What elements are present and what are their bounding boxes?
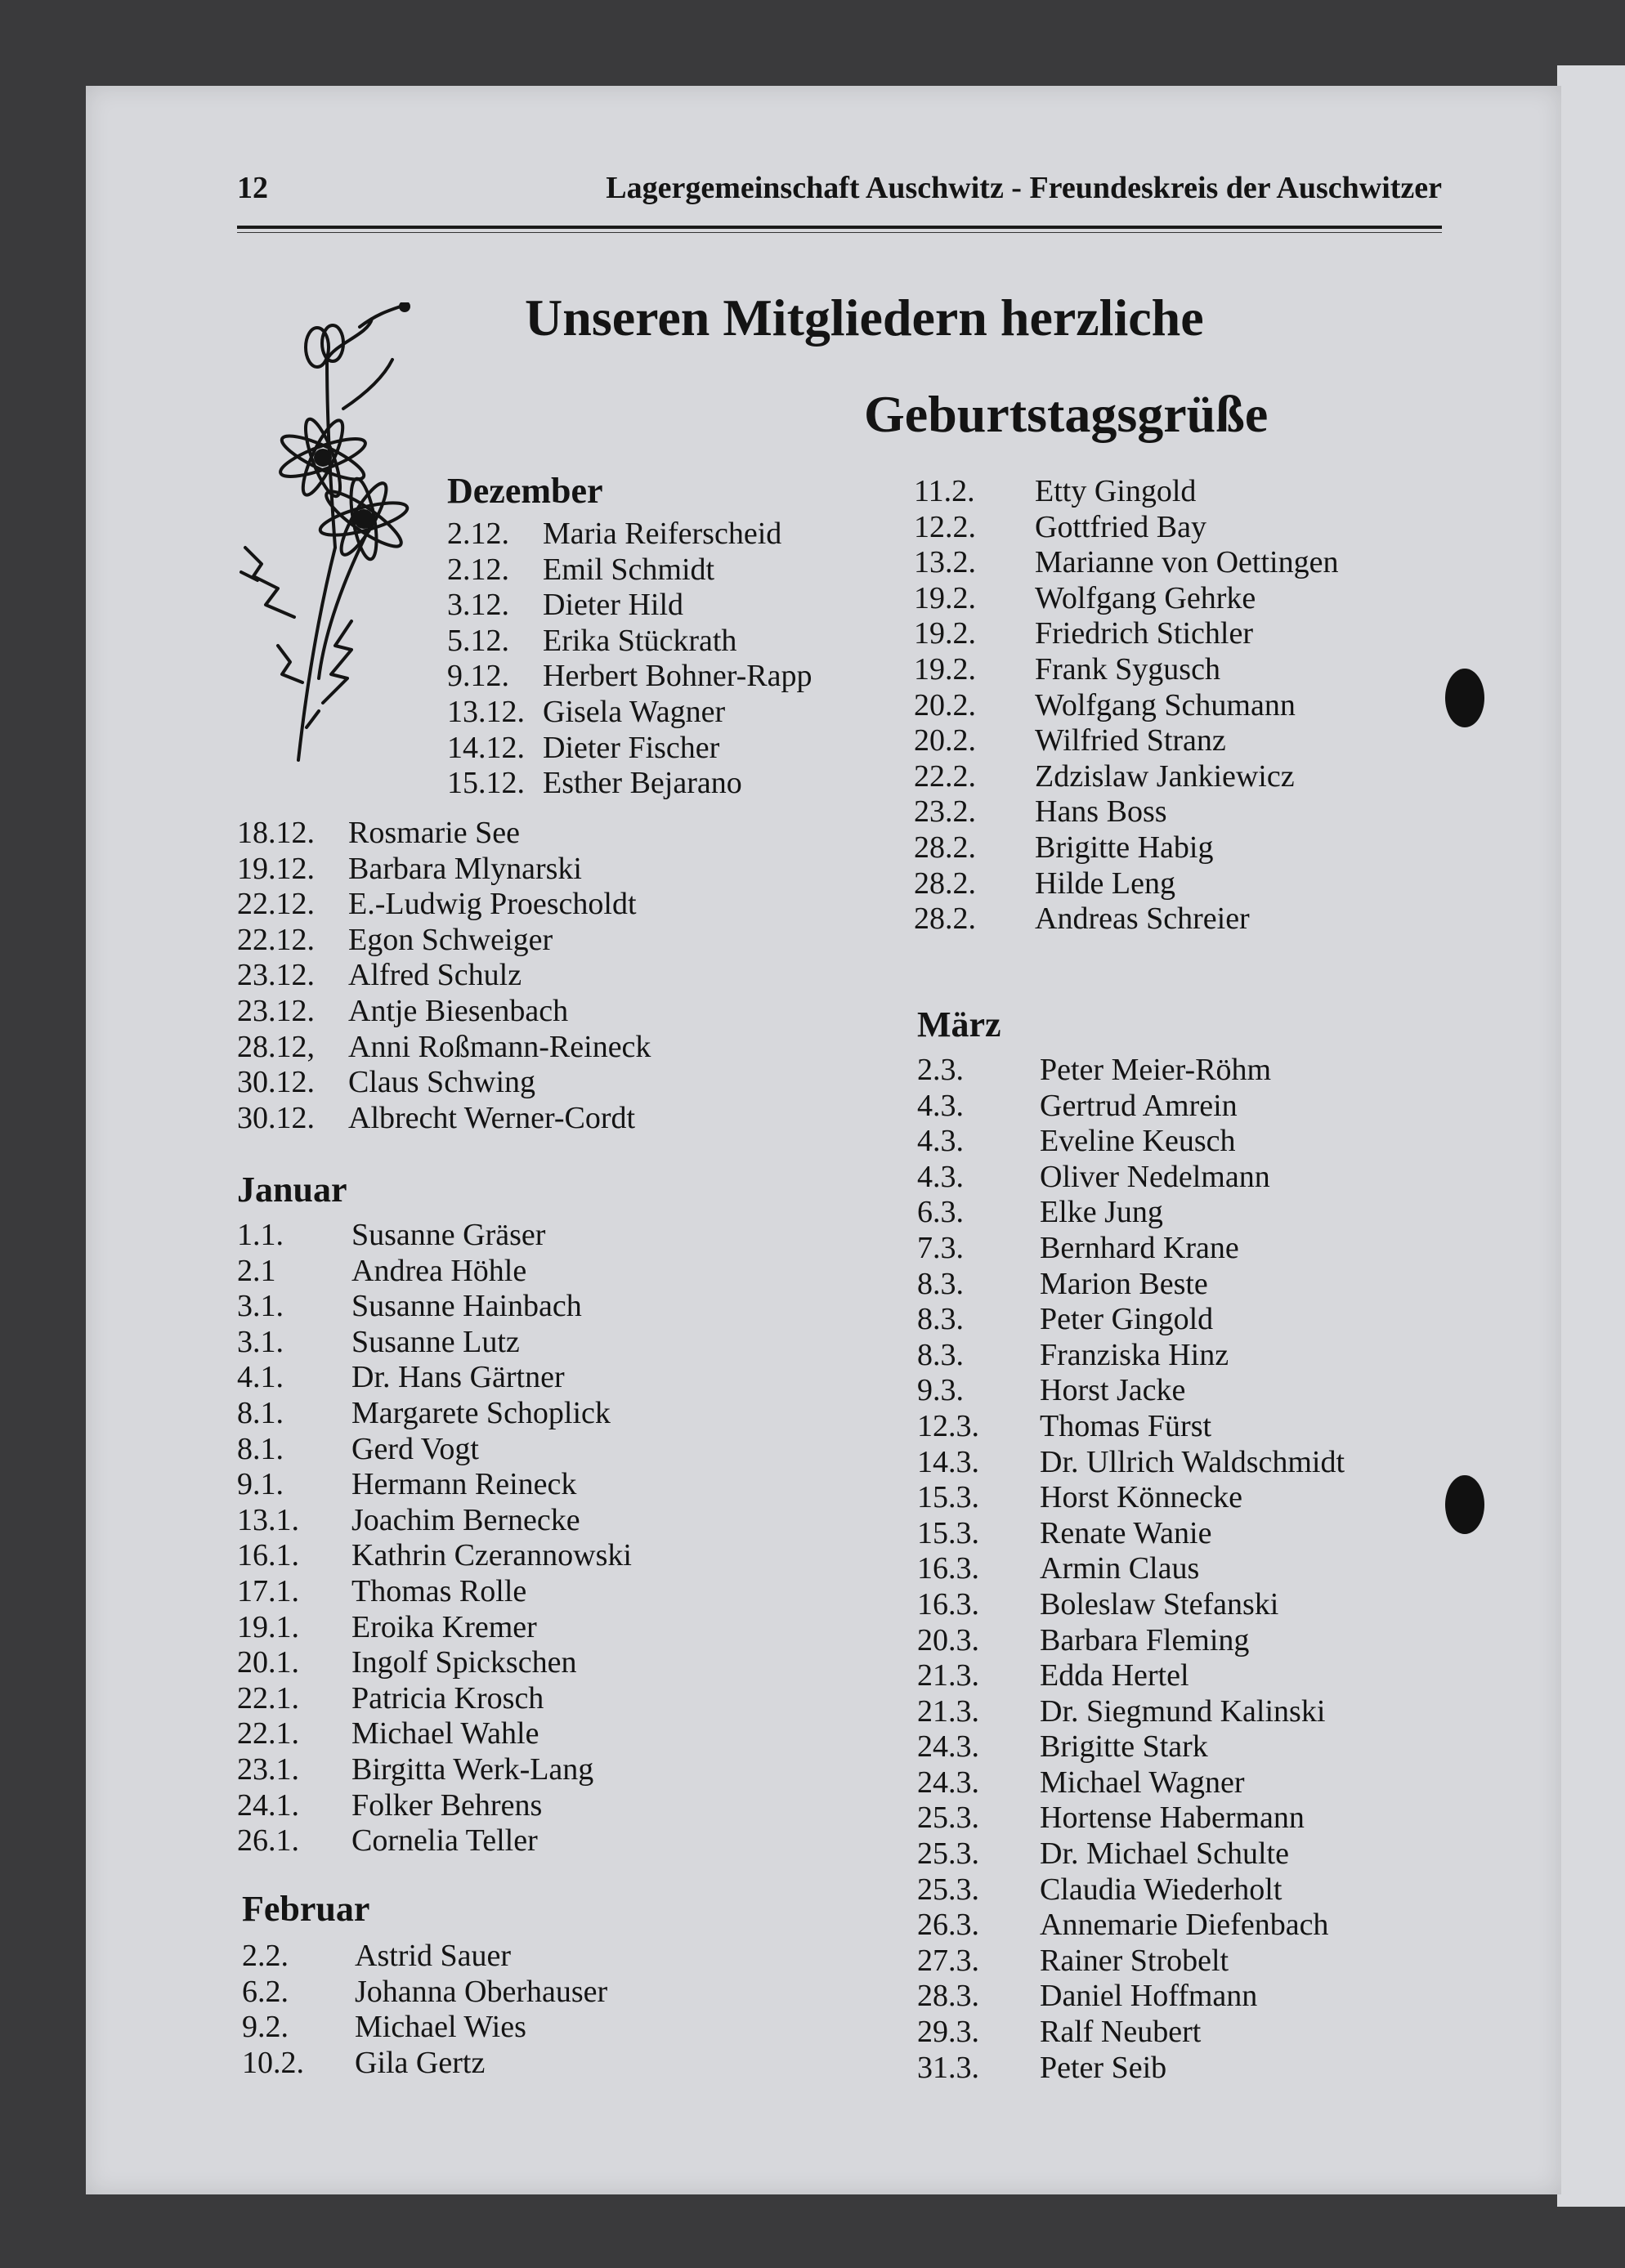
member-name: Dieter Hild [543,588,684,623]
member-name: Herbert Bohner-Rapp [543,659,812,694]
punch-hole-top [1445,669,1484,727]
page-header [237,168,1442,229]
birthday-date: 8.3. [917,1266,964,1301]
birthday-date: 4.3. [917,1159,964,1194]
member-name: Etty Gingold [1035,474,1197,508]
member-name: Boleslaw Stefanski [1040,1586,1279,1622]
member-name: Horst Könnecke [1040,1480,1242,1515]
member-name: Kathrin Czerannowski [351,1538,632,1573]
section-title-januar: Januar [237,1170,347,1210]
birthday-date: 1.1. [237,1218,284,1252]
member-name: Folker Behrens [351,1787,543,1823]
birthday-date: 13.1. [237,1502,299,1537]
birthday-date: 19.12. [237,851,315,886]
birthday-date: 25.3. [917,1872,979,1907]
birthday-date: 12.2. [914,509,976,544]
birthday-date: 3.12. [447,588,509,623]
publication-title: Lagergemeinschaft Auschwitz - Freundeskreis der Auschwitzer [606,171,1442,205]
birthday-date: 2.1 [237,1253,276,1288]
member-name: Hortense Habermann [1040,1801,1305,1836]
member-name: Rainer Strobelt [1040,1943,1229,1978]
member-name: Thomas Fürst [1040,1408,1212,1443]
member-name: Claus Schwing [348,1065,536,1100]
birthday-date: 23.12. [237,993,315,1028]
member-name: Marion Beste [1040,1266,1208,1301]
member-name: Hans Boss [1035,794,1167,830]
member-name: Armin Claus [1040,1551,1200,1586]
birthday-date: 17.1. [237,1573,299,1608]
member-name: Astrid Sauer [355,1939,512,1973]
member-name: Edda Hertel [1040,1658,1189,1693]
member-name: Joachim Bernecke [351,1502,580,1537]
birthday-date: 21.3. [917,1658,979,1693]
birthday-date: 13.12. [447,694,525,729]
member-name: Horst Jacke [1040,1373,1186,1408]
birthday-date: 30.12. [237,1100,315,1135]
flower-illustration [229,302,441,768]
birthday-date: 4.3. [917,1088,964,1123]
birthday-date: 27.3. [917,1943,979,1978]
adjacent-page-edge [1557,65,1625,2207]
birthday-date: 20.2. [914,687,976,722]
birthday-date: 24.3. [917,1765,979,1800]
member-name: Margarete Schoplick [351,1395,611,1430]
member-name: Franziska Hinz [1040,1337,1229,1372]
birthday-date: 2.12. [447,552,509,587]
member-name: Emil Schmidt [543,552,715,587]
member-name: Dr. Hans Gärtner [351,1360,565,1395]
member-name: Esther Bejarano [543,766,742,801]
birthday-date: 13.2. [914,545,976,580]
birthday-date: 9.2. [242,2010,289,2045]
birthday-date: 26.1. [237,1823,299,1859]
birthday-date: 9.3. [917,1373,964,1408]
member-name: Ralf Neubert [1040,2015,1202,2050]
birthday-date: 2.3. [917,1053,964,1087]
member-name: Annemarie Diefenbach [1040,1908,1329,1943]
headline-line-2: Geburtstagsgrüße [864,385,1269,443]
birthday-date: 20.1. [237,1645,299,1680]
birthday-date: 3.1. [237,1324,284,1359]
member-name: Gerd Vogt [351,1431,479,1466]
member-name: Michael Wies [355,2010,526,2045]
member-name: Wolfgang Gehrke [1035,580,1256,615]
member-name: Johanna Oberhauser [355,1974,608,2009]
birthday-date: 22.12. [237,922,315,957]
headline-line-1: Unseren Mitgliedern herzliche [525,289,1204,347]
birthday-date: 15.3. [917,1480,979,1515]
member-name: Dr. Ullrich Waldschmidt [1040,1444,1345,1479]
birthday-date: 29.3. [917,2015,979,2050]
member-name: Antje Biesenbach [348,993,569,1028]
member-name: Dr. Siegmund Kalinski [1040,1693,1326,1729]
member-name: Susanne Lutz [351,1324,520,1359]
member-name: Bernhard Krane [1040,1230,1239,1265]
birthday-date: 22.1. [237,1680,299,1716]
member-name: Gila Gertz [355,2045,486,2080]
birthday-date: 12.3. [917,1408,979,1443]
member-name: Frank Sygusch [1035,651,1220,687]
birthday-date: 25.3. [917,1801,979,1836]
birthday-date: 28.2. [914,901,976,937]
member-name: Thomas Rolle [351,1573,527,1608]
birthday-date: 24.1. [237,1787,299,1823]
birthday-date: 9.12. [447,659,509,694]
member-name: Cornelia Teller [351,1823,538,1859]
member-name: Anni Roßmann-Reineck [348,1029,651,1064]
member-name: Eveline Keusch [1040,1124,1236,1159]
member-name: Andrea Höhle [351,1253,527,1288]
member-name: Michael Wahle [351,1716,539,1751]
member-name: Oliver Nedelmann [1040,1159,1270,1194]
section-title-maerz: März [917,1004,1001,1045]
birthday-date: 18.12. [237,816,315,850]
birthday-date: 22.1. [237,1716,299,1751]
member-name: Dieter Fischer [543,730,720,765]
birthday-date: 6.2. [242,1974,289,2009]
birthday-date: 8.1. [237,1431,284,1466]
member-name: Friedrich Stichler [1035,616,1253,651]
member-name: Renate Wanie [1040,1515,1212,1550]
member-name: Alfred Schulz [348,958,522,993]
birthday-date: 23.1. [237,1751,299,1787]
birthday-date: 19.2. [914,580,976,615]
birthday-date: 26.3. [917,1908,979,1943]
member-name: Egon Schweiger [348,922,553,957]
birthday-date: 2.2. [242,1939,289,1973]
member-name: Albrecht Werner-Cordt [348,1100,636,1135]
member-name: Brigitte Habig [1035,830,1214,865]
member-name: Patricia Krosch [351,1680,544,1716]
birthday-date: 3.1. [237,1289,284,1324]
birthday-date: 28.12, [237,1029,315,1064]
birthday-date: 5.12. [447,623,509,658]
birthday-date: 8.1. [237,1395,284,1430]
member-name: Maria Reiferscheid [543,517,782,551]
birthday-date: 20.2. [914,723,976,758]
member-name: Gottfried Bay [1035,509,1207,544]
birthday-date: 28.3. [917,1979,979,2014]
daisy-flower-1 [277,416,369,500]
birthday-date: 6.3. [917,1195,964,1230]
birthday-date: 11.2. [914,474,975,508]
member-name: Hermann Reineck [351,1467,577,1502]
member-name: Gertrud Amrein [1040,1088,1238,1123]
birthday-date: 16.3. [917,1551,979,1586]
birthday-date: 9.1. [237,1467,284,1502]
member-name: Susanne Gräser [351,1218,546,1252]
birthday-date: 14.3. [917,1444,979,1479]
member-name: Claudia Wiederholt [1040,1872,1283,1907]
birthday-date: 4.3. [917,1124,964,1159]
section-title-dezember: Dezember [447,471,603,511]
member-name: Gisela Wagner [543,694,726,729]
birthday-date: 31.3. [917,2050,979,2085]
birthday-date: 19.1. [237,1609,299,1644]
birthday-date: 7.3. [917,1230,964,1265]
birthday-date: 19.2. [914,651,976,687]
birthday-date: 28.2. [914,866,976,901]
member-name: Rosmarie See [348,816,521,850]
member-name: Daniel Hoffmann [1040,1979,1258,2014]
member-name: Wolfgang Schumann [1035,687,1296,722]
birthday-date: 14.12. [447,730,525,765]
member-name: Birgitta Werk-Lang [351,1751,594,1787]
birthday-date: 8.3. [917,1302,964,1337]
member-name: Elke Jung [1040,1195,1163,1230]
birthday-date: 20.3. [917,1622,979,1657]
member-name: Wilfried Stranz [1035,723,1226,758]
member-name: Marianne von Oettingen [1035,545,1339,580]
member-name: E.-Ludwig Proescholdt [348,887,637,922]
page-number: 12 [237,171,268,205]
member-name: Susanne Hainbach [351,1289,582,1324]
birthday-date: 10.2. [242,2045,304,2080]
member-name: Michael Wagner [1040,1765,1245,1800]
birthday-date: 15.3. [917,1515,979,1550]
member-name: Barbara Fleming [1040,1622,1250,1657]
birthday-date: 2.12. [447,517,509,551]
birthday-date: 23.2. [914,794,976,830]
birthday-date: 21.3. [917,1693,979,1729]
member-name: Erika Stückrath [543,623,737,658]
member-name: Peter Meier-Röhm [1040,1053,1272,1087]
member-name: Brigitte Stark [1040,1729,1208,1765]
member-name: Dr. Michael Schulte [1040,1836,1289,1872]
member-name: Zdzislaw Jankiewicz [1035,758,1295,794]
member-name: Hilde Leng [1035,866,1176,901]
birthday-date: 4.1. [237,1360,284,1395]
birthday-date: 15.12. [447,766,525,801]
member-name: Peter Gingold [1040,1302,1214,1337]
birthday-date: 19.2. [914,616,976,651]
punch-hole-bottom [1445,1475,1484,1534]
birthday-date: 25.3. [917,1836,979,1872]
birthday-date: 16.1. [237,1538,299,1573]
birthday-date: 8.3. [917,1337,964,1372]
birthday-date: 28.2. [914,830,976,865]
section-title-februar: Februar [242,1889,370,1929]
birthday-date: 16.3. [917,1586,979,1622]
birthday-date: 22.12. [237,887,315,922]
birthday-date: 24.3. [917,1729,979,1765]
member-name: Ingolf Spickschen [351,1645,577,1680]
birthday-date: 23.12. [237,958,315,993]
birthday-date: 30.12. [237,1065,315,1100]
birthday-date: 22.2. [914,758,976,794]
member-name: Barbara Mlynarski [348,851,582,886]
member-name: Eroika Kremer [351,1609,537,1644]
member-name: Andreas Schreier [1035,901,1250,937]
member-name: Peter Seib [1040,2050,1167,2085]
